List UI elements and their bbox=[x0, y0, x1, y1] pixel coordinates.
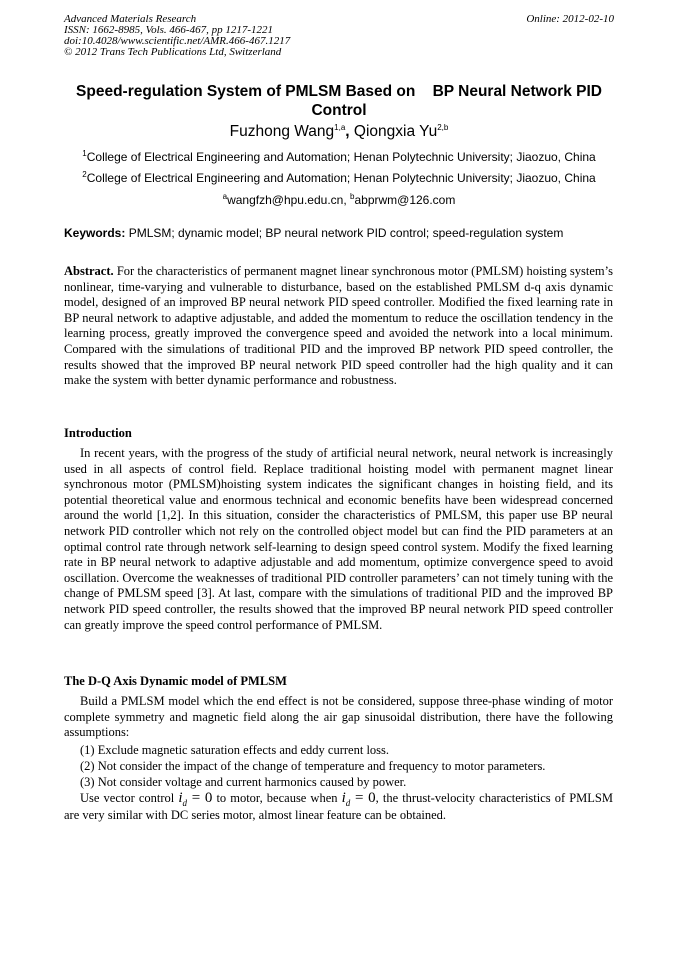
author-1: Fuzhong Wang bbox=[229, 123, 335, 140]
dq-section-heading: The D-Q Axis Dynamic model of PMLSM bbox=[64, 674, 287, 688]
affiliation-1-text: College of Electrical Engineering and Automation; Henan Polytechnic University; Jiaozuo, China bbox=[86, 150, 596, 164]
assumption-list bbox=[80, 742, 620, 790]
assumption-2: (2) Not consider the impact of the change of temperature and frequency to motor parameters. bbox=[80, 759, 546, 773]
email-b: abprwm@126.com bbox=[354, 193, 456, 207]
email-line bbox=[60, 193, 618, 208]
assumption-1: (1) Exclude magnetic saturation effects and eddy current loss. bbox=[80, 743, 390, 757]
abstract bbox=[64, 264, 613, 389]
author-2-sup: 2,b bbox=[437, 122, 449, 132]
abstract-label: Abstract. bbox=[64, 264, 114, 278]
doi-line: doi:10.4028/www.scientific.net/AMR.466-467.1217 bbox=[64, 35, 291, 47]
introduction-heading: Introduction bbox=[64, 426, 132, 440]
dq-section-paragraph: Build a PMLSM model which the end effect is not be considered, suppose three-phase winding of motor complete symmetry and magnetic field along the air gap sinusoidal distribution, there have the following assumptions: bbox=[64, 694, 613, 740]
id-eq-2-sub: d bbox=[345, 798, 351, 808]
title-text: Speed-regulation System of PMLSM Based on BP Neural Network PID Control bbox=[76, 83, 607, 119]
online-date: Online: 2012-02-10 bbox=[526, 13, 614, 25]
affiliation-1 bbox=[60, 150, 618, 165]
vector-text-2: to motor, because when bbox=[212, 791, 342, 805]
author-separator: , bbox=[345, 123, 354, 140]
keywords-label: Keywords: bbox=[64, 226, 126, 240]
vector-text-1: Use vector control bbox=[80, 791, 179, 805]
affiliation-2 bbox=[60, 171, 618, 186]
email-a: wangfzh@hpu.edu.cn, bbox=[227, 193, 351, 207]
id-eq-2-var: i bbox=[341, 790, 346, 806]
author-1-sup: 1,a bbox=[334, 122, 346, 132]
abstract-text: For the characteristics of permanent magnet linear synchronous motor (PMLSM) hoisting system’s nonlinear, time-varying and vulnerable to disturbance, based on the established PMLSM d-q axis dynamic model, designed of an improved BP neural network PID speed controller. Modified the fixed learning rate in BP neural network to adaptive adjustable, and added the momentum to reduce the oscillation tendency in the learning process, greatly improved the convergence speed and avoided the network into a local minimum. Compared with the simulations of traditional PID and the improved BP network PID speed controller, the results showed that the improved BP neural network PID speed controller had the high quality and it can make the system with better dynamic performance and robustness. bbox=[64, 264, 613, 388]
keywords bbox=[64, 226, 618, 241]
id-eq-1-var: i bbox=[178, 790, 183, 806]
id-equation-1 bbox=[178, 790, 212, 806]
affiliation-2-text: College of Electrical Engineering and Automation; Henan Polytechnic University; Jiaozuo, China bbox=[86, 171, 596, 185]
copyright-line: © 2012 Trans Tech Publications Ltd, Switzerland bbox=[64, 46, 282, 58]
author-line bbox=[60, 122, 618, 142]
keywords-text: PMLSM; dynamic model; BP neural network PID control; speed-regulation system bbox=[125, 226, 564, 240]
author-2: Qiongxia Yu bbox=[353, 123, 438, 140]
paper-title bbox=[60, 82, 618, 120]
email-a-sup: a bbox=[222, 192, 228, 201]
vector-control-paragraph bbox=[64, 790, 613, 824]
journal-header bbox=[64, 14, 290, 58]
assumption-3: (3) Not consider voltage and current harmonics caused by power. bbox=[80, 775, 407, 789]
journal-name: Advanced Materials Research bbox=[64, 13, 197, 25]
id-eq-1-sub: d bbox=[182, 798, 187, 808]
affiliation-1-sup: 1 bbox=[82, 149, 87, 158]
id-equation-2 bbox=[342, 790, 376, 806]
id-eq-2-rhs: = 0 bbox=[350, 790, 376, 806]
vector-text-3: , the thrust-velocity characteristics of PMLSM are very similar with DC series motor, almost linear feature can be obtained. bbox=[64, 791, 613, 822]
introduction-text: In recent years, with the progress of the study of artificial neural network, neural network is increasingly used in all aspects of control field. Replace traditional hoisting model with permanent magnet linear synchronous motor (PMLSM)hoisting system indicates the significant changes in hoisting field, and its potential theoretical value and enormous technical and economic benefits have been widespread concerned around the world [1,2]. In this situation, consider the characteristics of PMLSM, this paper use BP neural network PID controller which not rely on the controlled object model but can find the PID parameters at an optimal control rate through network self-learning to design speed control system. Modify the fixed learning rate in BP neural network to adaptive adjustable and add momentum, optimize convergence speed to avoid oscillation. Overcome the weaknesses of traditional PID controller parameters’ can not timely tuning with the change of PMLSM speed [3]. At last, compare with the simulations of traditional PID and the improved BP network PID speed controller, the results showed that the improved BP neural network PID speed controller can greatly improve the speed control performance of PMLSM. bbox=[64, 446, 613, 632]
email-b-sup: b bbox=[350, 192, 355, 201]
id-eq-1-rhs: = 0 bbox=[186, 790, 213, 806]
affiliation-2-sup: 2 bbox=[82, 170, 87, 179]
issn-line: ISSN: 1662-8985, Vols. 466-467, pp 1217-1221 bbox=[64, 24, 273, 36]
